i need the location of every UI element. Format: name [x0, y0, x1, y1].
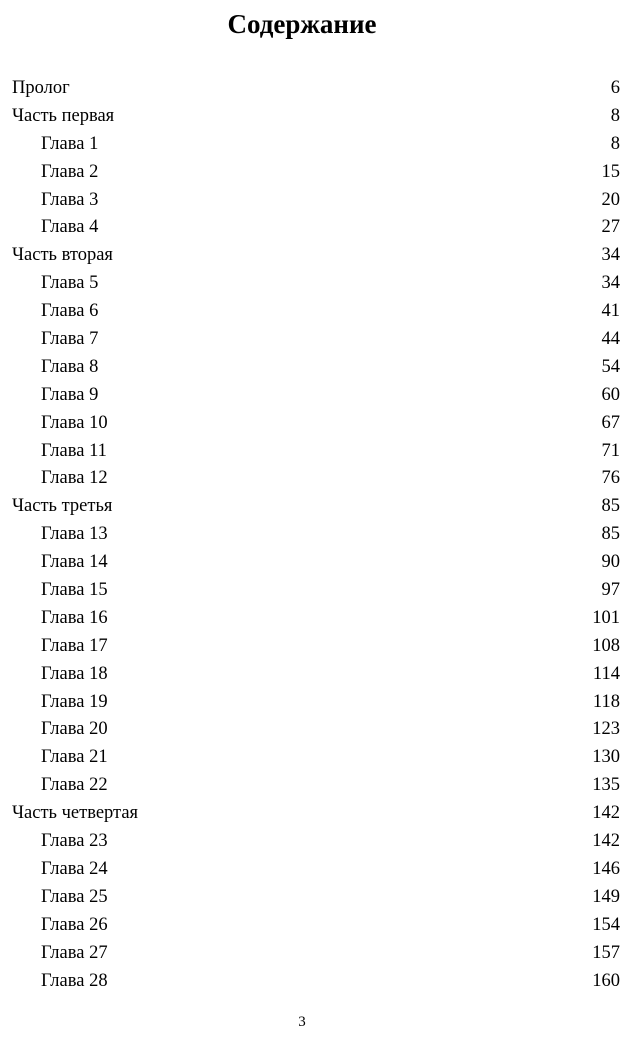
toc-entry-label: Глава 2	[41, 161, 99, 182]
toc-chapter-row	[12, 633, 620, 661]
toc-entry-label: Часть третья	[12, 496, 113, 517]
toc-entry-page: 85	[601, 496, 620, 517]
toc-entry-page: 114	[592, 663, 620, 684]
toc-chapter-row	[12, 326, 620, 354]
toc-entry-page: 71	[601, 440, 620, 461]
toc-entry-page: 15	[601, 161, 620, 182]
toc-part-row	[12, 103, 620, 131]
toc-entry-page: 90	[601, 552, 620, 573]
toc-chapter-row	[12, 465, 620, 493]
toc-chapter-row	[12, 968, 620, 996]
toc-entry-page: 142	[592, 803, 620, 824]
toc-entry-page: 6	[610, 78, 620, 98]
toc-entry-page: 149	[592, 886, 620, 907]
toc-chapter-row	[12, 354, 620, 382]
toc-entry-label: Глава 7	[41, 329, 99, 350]
page-number: 3	[298, 1014, 306, 1030]
toc-entry-label: Глава 20	[41, 719, 108, 740]
toc-entry-page: 97	[601, 580, 620, 601]
toc-chapter-row	[12, 744, 620, 772]
toc-entry-label: Глава 12	[41, 468, 108, 489]
toc-entry-page: 118	[592, 691, 620, 712]
toc-entry-label: Глава 6	[41, 301, 99, 322]
toc-entry-page: 142	[592, 831, 620, 852]
toc-entry-label: Глава 21	[41, 747, 108, 768]
toc-entry-label: Глава 10	[41, 412, 108, 433]
toc-entry-label: Глава 5	[41, 273, 99, 294]
toc-entry-page: 60	[601, 384, 620, 405]
toc-entry-label: Часть вторая	[12, 245, 113, 266]
toc-entry-page: 34	[601, 245, 620, 266]
toc-entry-label: Глава 27	[41, 942, 108, 963]
toc-entry-page: 85	[601, 524, 620, 545]
toc-entry-page: 146	[592, 858, 620, 879]
toc-entry-label: Глава 4	[41, 217, 99, 238]
toc-entry-label: Глава 8	[41, 356, 99, 377]
toc-chapter-row	[12, 270, 620, 298]
toc-entry-label: Часть первая	[12, 105, 115, 126]
toc-chapter-row	[12, 689, 620, 717]
toc-entry-label: Глава 17	[41, 635, 108, 656]
toc-entry-page: 135	[592, 775, 620, 796]
toc-chapter-row	[12, 828, 620, 856]
toc-entry-page: 160	[592, 970, 620, 991]
toc-entry-label: Глава 19	[41, 691, 108, 712]
toc-entry-page: 108	[592, 635, 620, 656]
toc-entry-page: 101	[592, 607, 620, 628]
toc-entry-page: 34	[601, 273, 620, 294]
toc-entry-label: Глава 23	[41, 831, 108, 852]
toc-entry-label: Глава 25	[41, 886, 108, 907]
toc-entry-label: Глава 9	[41, 384, 99, 405]
page-title: Содержание	[227, 9, 377, 39]
toc-entry-label: Глава 3	[41, 189, 99, 210]
toc-entry-label: Глава 28	[41, 970, 108, 991]
toc-entry-page: 76	[601, 468, 620, 489]
toc-chapter-row	[12, 605, 620, 633]
toc-chapter-row	[12, 577, 620, 605]
toc-entry-page: 123	[592, 719, 620, 740]
toc-entry-page: 157	[592, 942, 620, 963]
toc-entry-label: Глава 24	[41, 858, 108, 879]
toc-entry-page: 154	[592, 914, 620, 935]
toc-entry-page: 20	[601, 189, 620, 210]
toc-chapter-row	[12, 438, 620, 466]
toc-chapter-row	[12, 187, 620, 215]
toc-chapter-row	[12, 716, 620, 744]
toc-chapter-row	[12, 521, 620, 549]
table-of-contents	[12, 75, 620, 995]
toc-entry-label: Глава 15	[41, 580, 108, 601]
toc-chapter-row	[12, 159, 620, 187]
toc-chapter-row	[12, 410, 620, 438]
toc-part-row	[12, 800, 620, 828]
toc-entry-page: 8	[610, 133, 620, 154]
toc-entry-label: Глава 16	[41, 607, 108, 628]
toc-part-row	[12, 75, 620, 103]
toc-chapter-row	[12, 856, 620, 884]
toc-part-row	[12, 493, 620, 521]
toc-entry-label: Часть четвертая	[12, 803, 139, 824]
toc-entry-page: 67	[601, 412, 620, 433]
toc-chapter-row	[12, 661, 620, 689]
toc-entry-label: Глава 22	[41, 775, 108, 796]
toc-entry-page: 44	[601, 329, 620, 350]
toc-entry-label: Глава 14	[41, 552, 108, 573]
toc-entry-page: 54	[601, 356, 620, 377]
toc-part-row	[12, 242, 620, 270]
toc-entry-label: Глава 18	[41, 663, 108, 684]
toc-chapter-row	[12, 884, 620, 912]
toc-entry-page: 8	[610, 105, 620, 126]
toc-entry-page: 41	[601, 301, 620, 322]
toc-entry-label: Пролог	[12, 78, 70, 98]
toc-entry-page: 130	[592, 747, 620, 768]
toc-chapter-row	[12, 549, 620, 577]
toc-entry-label: Глава 1	[41, 133, 99, 154]
toc-chapter-row	[12, 298, 620, 326]
toc-entry-label: Глава 13	[41, 524, 108, 545]
toc-chapter-row	[12, 912, 620, 940]
toc-chapter-row	[12, 772, 620, 800]
toc-chapter-row	[12, 131, 620, 159]
toc-chapter-row	[12, 940, 620, 968]
toc-chapter-row	[12, 214, 620, 242]
toc-chapter-row	[12, 382, 620, 410]
toc-entry-page: 27	[601, 217, 620, 238]
toc-entry-label: Глава 11	[41, 440, 107, 461]
toc-entry-label: Глава 26	[41, 914, 108, 935]
